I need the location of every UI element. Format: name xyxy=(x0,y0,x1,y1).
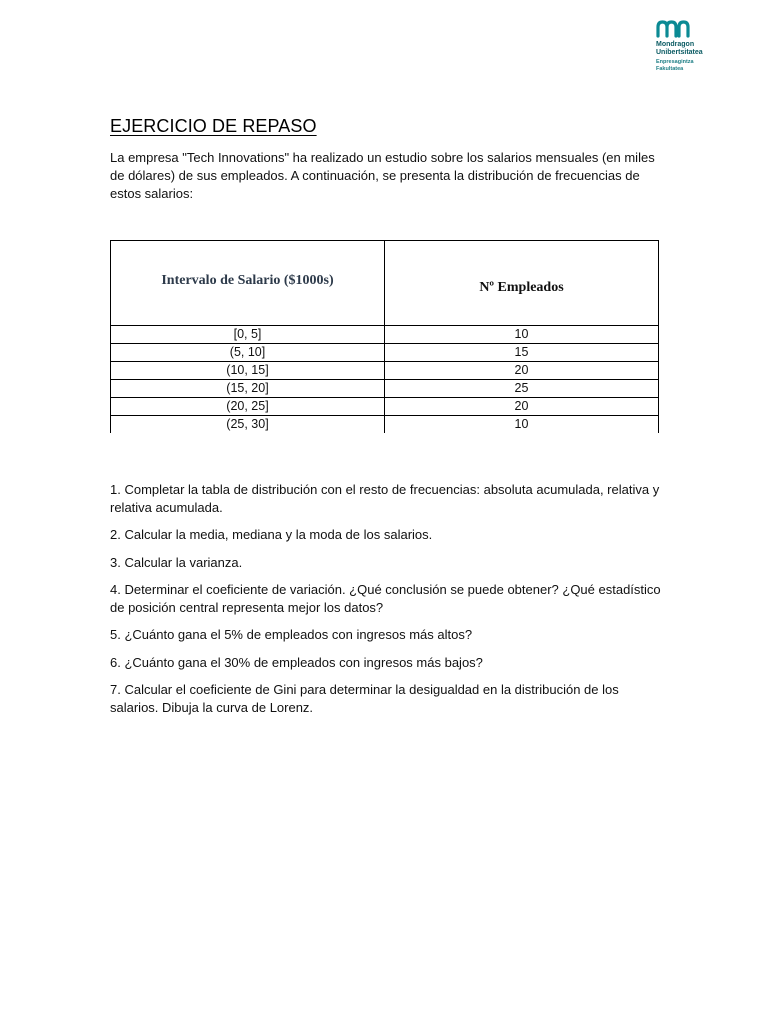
logo-text-mondragon: Mondragon xyxy=(656,41,695,48)
logo-text-unibertsitatea: Unibertsitatea xyxy=(656,49,703,56)
table-row xyxy=(111,380,659,398)
logo-text-enpresagintza: Enpresagintza xyxy=(656,59,694,65)
logo-text-fakultatea: Fakultatea xyxy=(656,66,684,72)
question-item: 4. Determinar el coeficiente de variación. ¿Qué conclusión se puede obtener? ¿Qué estadístico de posición central representa mejor los datos? xyxy=(110,582,661,615)
table-row xyxy=(111,416,659,434)
table-row xyxy=(111,398,659,416)
university-logo xyxy=(656,20,736,73)
question-item: 3. Calcular la varianza. xyxy=(110,554,243,570)
count-cell: 25 xyxy=(385,380,659,398)
question-item: 1. Completar la tabla de distribución con el resto de frecuencias: absoluta acumulada, relativa y relativa acumulada. xyxy=(110,482,660,515)
question-list xyxy=(110,481,662,726)
count-cell: 10 xyxy=(385,416,659,434)
question-item: 5. ¿Cuánto gana el 5% de empleados con ingresos más altos? xyxy=(110,627,473,642)
interval-cell: (5, 10] xyxy=(111,344,385,362)
frequency-table xyxy=(110,240,659,433)
question-item: 2. Calcular la media, mediana y la moda de los salarios. xyxy=(110,527,433,542)
interval-cell: (25, 30] xyxy=(111,416,385,434)
mondragon-logo-icon xyxy=(656,20,690,38)
interval-cell: [0, 5] xyxy=(111,326,385,344)
table-row xyxy=(111,362,659,380)
intro-paragraph: La empresa "Tech Innovations" ha realizado un estudio sobre los salarios mensuales (en miles de dólares) de sus empleados. A continuación, se presenta la distribución de frecuencias de estos salarios: xyxy=(110,150,655,201)
question-item: 7. Calcular el coeficiente de Gini para determinar la desigualdad en la distribución de los salarios. Dibuja la curva de Lorenz. xyxy=(110,682,619,715)
header-salary-interval: Intervalo de Salario ($1000s) xyxy=(111,241,385,326)
table-row xyxy=(111,344,659,362)
interval-cell: (15, 20] xyxy=(111,380,385,398)
count-cell: 15 xyxy=(385,344,659,362)
count-cell: 10 xyxy=(385,326,659,344)
question-item: 6. ¿Cuánto gana el 30% de empleados con ingresos más bajos? xyxy=(110,654,483,670)
count-cell: 20 xyxy=(385,362,659,380)
table-header-row xyxy=(111,241,659,326)
interval-cell: (10, 15] xyxy=(111,362,385,380)
page-title: EJERCICIO DE REPASO xyxy=(110,116,317,136)
table-row xyxy=(111,326,659,344)
interval-cell: (20, 25] xyxy=(111,398,385,416)
header-employee-count: Nº Empleados xyxy=(385,241,659,326)
count-cell: 20 xyxy=(385,398,659,416)
